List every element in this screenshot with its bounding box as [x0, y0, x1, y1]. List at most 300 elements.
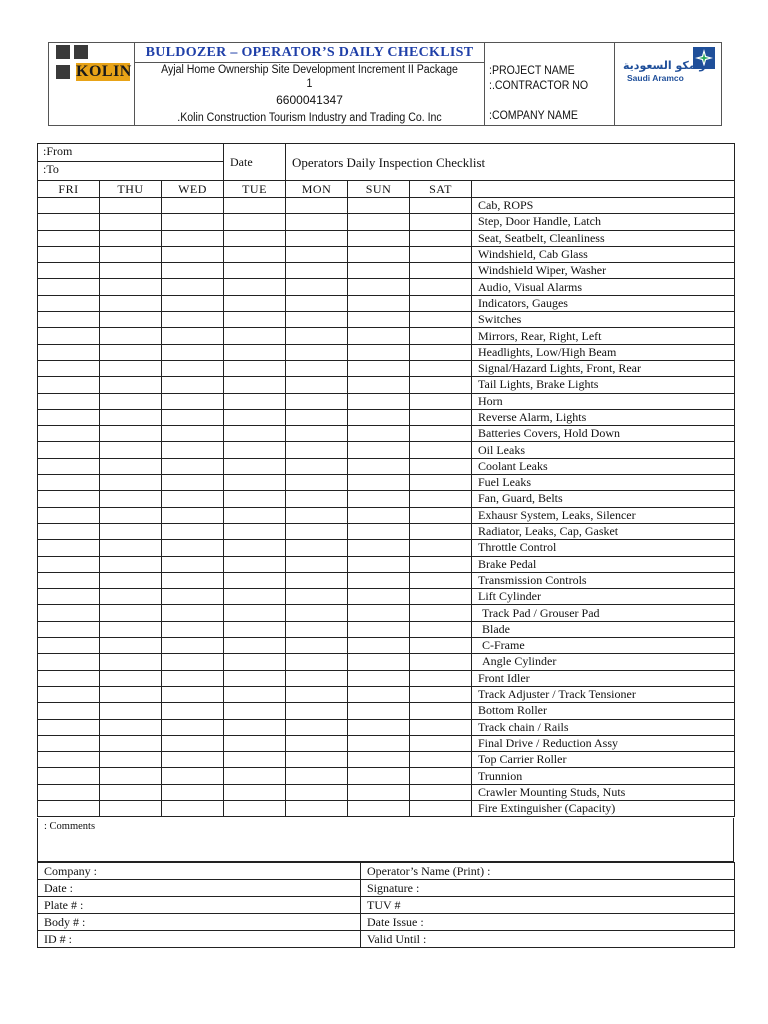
checklist-item-label: Indicators, Gauges: [472, 295, 735, 311]
footer-field-left[interactable]: Company :: [38, 863, 361, 880]
check-cell-thu[interactable]: [100, 344, 162, 360]
check-cell-sun[interactable]: [348, 426, 410, 442]
check-cell-wed[interactable]: [162, 442, 224, 458]
check-cell-wed[interactable]: [162, 589, 224, 605]
check-cell-wed[interactable]: [162, 768, 224, 784]
check-cell-tue[interactable]: [224, 800, 286, 816]
check-cell-sat[interactable]: [410, 344, 472, 360]
check-cell-sat[interactable]: [410, 752, 472, 768]
check-cell-mon[interactable]: [286, 523, 348, 539]
check-cell-wed[interactable]: [162, 540, 224, 556]
check-cell-sat[interactable]: [410, 409, 472, 425]
check-cell-thu[interactable]: [100, 279, 162, 295]
check-cell-tue[interactable]: [224, 328, 286, 344]
footer-field-right[interactable]: Signature :: [361, 880, 735, 897]
check-cell-tue[interactable]: [224, 784, 286, 800]
check-cell-wed[interactable]: [162, 230, 224, 246]
check-cell-mon[interactable]: [286, 670, 348, 686]
check-cell-sat[interactable]: [410, 442, 472, 458]
check-cell-mon[interactable]: [286, 246, 348, 262]
check-cell-fri[interactable]: [38, 312, 100, 328]
check-cell-fri[interactable]: [38, 198, 100, 214]
check-cell-fri[interactable]: [38, 475, 100, 491]
check-cell-sat[interactable]: [410, 491, 472, 507]
check-cell-tue[interactable]: [224, 279, 286, 295]
check-cell-tue[interactable]: [224, 442, 286, 458]
check-cell-wed[interactable]: [162, 295, 224, 311]
check-cell-mon[interactable]: [286, 719, 348, 735]
check-cell-thu[interactable]: [100, 572, 162, 588]
check-cell-sat[interactable]: [410, 295, 472, 311]
check-cell-sun[interactable]: [348, 572, 410, 588]
check-cell-thu[interactable]: [100, 605, 162, 621]
check-cell-sun[interactable]: [348, 377, 410, 393]
check-cell-tue[interactable]: [224, 703, 286, 719]
check-cell-sat[interactable]: [410, 263, 472, 279]
check-cell-tue[interactable]: [224, 752, 286, 768]
check-cell-tue[interactable]: [224, 198, 286, 214]
check-cell-sat[interactable]: [410, 735, 472, 751]
project-line-1: Ayjal Home Ownership Site Development Increment II Package: [161, 64, 458, 76]
check-cell-sun[interactable]: [348, 198, 410, 214]
check-cell-sat[interactable]: [410, 686, 472, 702]
check-cell-tue[interactable]: [224, 605, 286, 621]
check-cell-tue[interactable]: [224, 475, 286, 491]
check-cell-sun[interactable]: [348, 670, 410, 686]
check-cell-wed[interactable]: [162, 214, 224, 230]
check-cell-sun[interactable]: [348, 393, 410, 409]
check-cell-fri[interactable]: [38, 426, 100, 442]
check-cell-wed[interactable]: [162, 360, 224, 376]
check-cell-sun[interactable]: [348, 409, 410, 425]
check-cell-tue[interactable]: [224, 360, 286, 376]
check-cell-mon[interactable]: [286, 295, 348, 311]
check-cell-sun[interactable]: [348, 295, 410, 311]
check-cell-tue[interactable]: [224, 670, 286, 686]
check-cell-fri[interactable]: [38, 328, 100, 344]
check-cell-mon[interactable]: [286, 572, 348, 588]
check-cell-wed[interactable]: [162, 312, 224, 328]
check-cell-thu[interactable]: [100, 621, 162, 637]
check-cell-wed[interactable]: [162, 638, 224, 654]
check-cell-tue[interactable]: [224, 230, 286, 246]
check-cell-mon[interactable]: [286, 230, 348, 246]
check-cell-mon[interactable]: [286, 752, 348, 768]
check-cell-tue[interactable]: [224, 686, 286, 702]
check-cell-wed[interactable]: [162, 784, 224, 800]
check-cell-fri[interactable]: [38, 360, 100, 376]
check-cell-tue[interactable]: [224, 458, 286, 474]
check-cell-mon[interactable]: [286, 344, 348, 360]
table-row: [38, 670, 735, 686]
check-cell-tue[interactable]: [224, 295, 286, 311]
check-cell-sat[interactable]: [410, 638, 472, 654]
check-cell-wed[interactable]: [162, 719, 224, 735]
check-cell-thu[interactable]: [100, 426, 162, 442]
check-cell-fri[interactable]: [38, 670, 100, 686]
check-cell-thu[interactable]: [100, 328, 162, 344]
table-row: [38, 279, 735, 295]
footer-field-left[interactable]: ID # :: [38, 931, 361, 948]
check-cell-tue[interactable]: [224, 393, 286, 409]
check-cell-mon[interactable]: [286, 784, 348, 800]
check-cell-tue[interactable]: [224, 246, 286, 262]
check-cell-mon[interactable]: [286, 442, 348, 458]
check-cell-sat[interactable]: [410, 393, 472, 409]
date-cell[interactable]: [224, 144, 286, 181]
check-cell-mon[interactable]: [286, 279, 348, 295]
check-cell-sun[interactable]: [348, 507, 410, 523]
check-cell-sat[interactable]: [410, 523, 472, 539]
check-cell-fri[interactable]: [38, 246, 100, 262]
check-cell-fri[interactable]: [38, 621, 100, 637]
check-cell-fri[interactable]: [38, 638, 100, 654]
check-cell-sat[interactable]: [410, 312, 472, 328]
check-cell-fri[interactable]: [38, 409, 100, 425]
check-cell-mon[interactable]: [286, 768, 348, 784]
check-cell-thu[interactable]: [100, 703, 162, 719]
check-cell-sat[interactable]: [410, 328, 472, 344]
document-header: [48, 42, 722, 126]
check-cell-thu[interactable]: [100, 312, 162, 328]
check-cell-sun[interactable]: [348, 458, 410, 474]
check-cell-fri[interactable]: [38, 735, 100, 751]
check-cell-fri[interactable]: [38, 686, 100, 702]
check-cell-sun[interactable]: [348, 800, 410, 816]
footer-field-left[interactable]: Plate # :: [38, 897, 361, 914]
check-cell-tue[interactable]: [224, 523, 286, 539]
check-cell-wed[interactable]: [162, 344, 224, 360]
check-cell-thu[interactable]: [100, 752, 162, 768]
check-cell-mon[interactable]: [286, 800, 348, 816]
check-cell-mon[interactable]: [286, 409, 348, 425]
check-cell-thu[interactable]: [100, 475, 162, 491]
check-cell-sun[interactable]: [348, 605, 410, 621]
check-cell-thu[interactable]: [100, 214, 162, 230]
comments-box[interactable]: [37, 818, 734, 862]
aramco-arabic-text: ارامكو السعودية: [623, 59, 710, 72]
check-cell-sun[interactable]: [348, 475, 410, 491]
check-cell-sat[interactable]: [410, 426, 472, 442]
check-cell-wed[interactable]: [162, 621, 224, 637]
check-cell-tue[interactable]: [224, 768, 286, 784]
check-cell-sat[interactable]: [410, 621, 472, 637]
check-cell-sat[interactable]: [410, 230, 472, 246]
check-cell-mon[interactable]: [286, 621, 348, 637]
check-cell-sat[interactable]: [410, 279, 472, 295]
check-cell-wed[interactable]: [162, 198, 224, 214]
check-cell-mon[interactable]: [286, 491, 348, 507]
check-cell-wed[interactable]: [162, 654, 224, 670]
comments-label: : Comments: [44, 821, 96, 832]
check-cell-thu[interactable]: [100, 491, 162, 507]
check-cell-fri[interactable]: [38, 654, 100, 670]
check-cell-mon[interactable]: [286, 686, 348, 702]
check-cell-fri[interactable]: [38, 768, 100, 784]
check-cell-wed[interactable]: [162, 507, 224, 523]
check-cell-thu[interactable]: [100, 540, 162, 556]
check-cell-fri[interactable]: [38, 589, 100, 605]
check-cell-tue[interactable]: [224, 377, 286, 393]
check-cell-wed[interactable]: [162, 328, 224, 344]
check-cell-sun[interactable]: [348, 621, 410, 637]
check-cell-wed[interactable]: [162, 409, 224, 425]
check-cell-tue[interactable]: [224, 426, 286, 442]
check-cell-fri[interactable]: [38, 214, 100, 230]
day-header-wed: WED: [162, 181, 224, 198]
table-row: [38, 328, 735, 344]
check-cell-fri[interactable]: [38, 279, 100, 295]
check-cell-sun[interactable]: [348, 654, 410, 670]
check-cell-wed[interactable]: [162, 572, 224, 588]
check-cell-sun[interactable]: [348, 703, 410, 719]
check-cell-tue[interactable]: [224, 409, 286, 425]
check-cell-sun[interactable]: [348, 344, 410, 360]
check-cell-thu[interactable]: [100, 458, 162, 474]
footer-field-right[interactable]: Date Issue :: [361, 914, 735, 931]
check-cell-sat[interactable]: [410, 377, 472, 393]
check-cell-wed[interactable]: [162, 686, 224, 702]
check-cell-fri[interactable]: [38, 556, 100, 572]
check-cell-mon[interactable]: [286, 263, 348, 279]
check-cell-sun[interactable]: [348, 491, 410, 507]
check-cell-wed[interactable]: [162, 605, 224, 621]
check-cell-sat[interactable]: [410, 540, 472, 556]
check-cell-mon[interactable]: [286, 198, 348, 214]
check-cell-thu[interactable]: [100, 198, 162, 214]
check-cell-sun[interactable]: [348, 214, 410, 230]
check-cell-wed[interactable]: [162, 523, 224, 539]
check-cell-fri[interactable]: [38, 784, 100, 800]
check-cell-thu[interactable]: [100, 654, 162, 670]
check-cell-sat[interactable]: [410, 670, 472, 686]
check-cell-sat[interactable]: [410, 360, 472, 376]
check-cell-thu[interactable]: [100, 360, 162, 376]
check-cell-sat[interactable]: [410, 605, 472, 621]
check-cell-tue[interactable]: [224, 507, 286, 523]
check-cell-wed[interactable]: [162, 735, 224, 751]
check-cell-fri[interactable]: [38, 458, 100, 474]
check-cell-sat[interactable]: [410, 572, 472, 588]
check-cell-wed[interactable]: [162, 426, 224, 442]
check-cell-thu[interactable]: [100, 686, 162, 702]
check-cell-wed[interactable]: [162, 800, 224, 816]
check-cell-mon[interactable]: [286, 214, 348, 230]
check-cell-sat[interactable]: [410, 458, 472, 474]
check-cell-sat[interactable]: [410, 214, 472, 230]
table-row: [38, 295, 735, 311]
table-row: [38, 784, 735, 800]
check-cell-fri[interactable]: [38, 344, 100, 360]
check-cell-mon[interactable]: [286, 703, 348, 719]
check-cell-tue[interactable]: [224, 589, 286, 605]
check-cell-sat[interactable]: [410, 703, 472, 719]
table-row: [38, 572, 735, 588]
check-cell-sat[interactable]: [410, 768, 472, 784]
check-cell-thu[interactable]: [100, 523, 162, 539]
check-cell-sun[interactable]: [348, 556, 410, 572]
check-cell-tue[interactable]: [224, 540, 286, 556]
check-cell-thu[interactable]: [100, 377, 162, 393]
check-cell-wed[interactable]: [162, 475, 224, 491]
footer-field-left[interactable]: Body # :: [38, 914, 361, 931]
check-cell-thu[interactable]: [100, 507, 162, 523]
check-cell-fri[interactable]: [38, 752, 100, 768]
check-cell-fri[interactable]: [38, 572, 100, 588]
check-cell-thu[interactable]: [100, 719, 162, 735]
check-cell-sun[interactable]: [348, 246, 410, 262]
check-cell-sun[interactable]: [348, 589, 410, 605]
check-cell-sat[interactable]: [410, 719, 472, 735]
check-cell-mon[interactable]: [286, 475, 348, 491]
check-cell-wed[interactable]: [162, 279, 224, 295]
check-cell-fri[interactable]: [38, 719, 100, 735]
check-cell-sat[interactable]: [410, 475, 472, 491]
check-cell-wed[interactable]: [162, 491, 224, 507]
check-cell-mon[interactable]: [286, 589, 348, 605]
check-cell-fri[interactable]: [38, 263, 100, 279]
check-cell-tue[interactable]: [224, 556, 286, 572]
from-to-cell[interactable]: [38, 144, 224, 181]
check-cell-wed[interactable]: [162, 393, 224, 409]
check-cell-mon[interactable]: [286, 458, 348, 474]
check-cell-mon[interactable]: [286, 426, 348, 442]
check-cell-sat[interactable]: [410, 246, 472, 262]
check-cell-wed[interactable]: [162, 752, 224, 768]
check-cell-sun[interactable]: [348, 263, 410, 279]
check-cell-fri[interactable]: [38, 703, 100, 719]
footer-field-right[interactable]: Operator’s Name (Print) :: [361, 863, 735, 880]
check-cell-mon[interactable]: [286, 605, 348, 621]
check-cell-sun[interactable]: [348, 279, 410, 295]
check-cell-fri[interactable]: [38, 605, 100, 621]
check-cell-sun[interactable]: [348, 312, 410, 328]
footer-field-left[interactable]: Date :: [38, 880, 361, 897]
check-cell-tue[interactable]: [224, 572, 286, 588]
table-row: [38, 344, 735, 360]
check-cell-sun[interactable]: [348, 686, 410, 702]
check-cell-sat[interactable]: [410, 198, 472, 214]
check-cell-tue[interactable]: [224, 719, 286, 735]
check-cell-thu[interactable]: [100, 556, 162, 572]
check-cell-thu[interactable]: [100, 393, 162, 409]
check-cell-sun[interactable]: [348, 523, 410, 539]
check-cell-sat[interactable]: [410, 589, 472, 605]
check-cell-thu[interactable]: [100, 784, 162, 800]
check-cell-mon[interactable]: [286, 507, 348, 523]
check-cell-tue[interactable]: [224, 214, 286, 230]
table-row: [38, 638, 735, 654]
check-cell-tue[interactable]: [224, 654, 286, 670]
check-cell-fri[interactable]: [38, 393, 100, 409]
check-cell-tue[interactable]: [224, 491, 286, 507]
check-cell-sat[interactable]: [410, 654, 472, 670]
check-cell-thu[interactable]: [100, 800, 162, 816]
check-cell-thu[interactable]: [100, 638, 162, 654]
table-row: [38, 703, 735, 719]
check-cell-thu[interactable]: [100, 409, 162, 425]
check-cell-thu[interactable]: [100, 442, 162, 458]
check-cell-sun[interactable]: [348, 768, 410, 784]
table-row: [38, 312, 735, 328]
check-cell-mon[interactable]: [286, 328, 348, 344]
check-cell-mon[interactable]: [286, 654, 348, 670]
check-cell-sat[interactable]: [410, 556, 472, 572]
check-cell-wed[interactable]: [162, 263, 224, 279]
check-cell-wed[interactable]: [162, 703, 224, 719]
check-cell-thu[interactable]: [100, 295, 162, 311]
check-cell-fri[interactable]: [38, 442, 100, 458]
check-cell-fri[interactable]: [38, 540, 100, 556]
check-cell-sun[interactable]: [348, 784, 410, 800]
check-cell-sun[interactable]: [348, 735, 410, 751]
check-cell-mon[interactable]: [286, 393, 348, 409]
check-cell-mon[interactable]: [286, 360, 348, 376]
check-cell-wed[interactable]: [162, 670, 224, 686]
check-cell-fri[interactable]: [38, 230, 100, 246]
check-cell-tue[interactable]: [224, 621, 286, 637]
check-cell-thu[interactable]: [100, 263, 162, 279]
check-cell-sun[interactable]: [348, 442, 410, 458]
check-cell-thu[interactable]: [100, 670, 162, 686]
check-cell-sun[interactable]: [348, 360, 410, 376]
check-cell-sat[interactable]: [410, 784, 472, 800]
check-cell-sun[interactable]: [348, 752, 410, 768]
check-cell-fri[interactable]: [38, 377, 100, 393]
check-cell-tue[interactable]: [224, 638, 286, 654]
check-cell-tue[interactable]: [224, 263, 286, 279]
checklist-item-label: Audio, Visual Alarms: [472, 279, 735, 295]
check-cell-sun[interactable]: [348, 540, 410, 556]
table-row: [38, 752, 735, 768]
check-cell-fri[interactable]: [38, 491, 100, 507]
check-cell-thu[interactable]: [100, 246, 162, 262]
check-cell-wed[interactable]: [162, 246, 224, 262]
check-cell-fri[interactable]: [38, 507, 100, 523]
check-cell-tue[interactable]: [224, 344, 286, 360]
check-cell-thu[interactable]: [100, 230, 162, 246]
check-cell-fri[interactable]: [38, 295, 100, 311]
check-cell-sun[interactable]: [348, 719, 410, 735]
check-cell-thu[interactable]: [100, 768, 162, 784]
check-cell-mon[interactable]: [286, 540, 348, 556]
check-cell-sun[interactable]: [348, 638, 410, 654]
check-cell-thu[interactable]: [100, 735, 162, 751]
footer-field-right[interactable]: TUV #: [361, 897, 735, 914]
check-cell-sat[interactable]: [410, 507, 472, 523]
check-cell-mon[interactable]: [286, 556, 348, 572]
check-cell-mon[interactable]: [286, 377, 348, 393]
check-cell-sat[interactable]: [410, 800, 472, 816]
check-cell-mon[interactable]: [286, 312, 348, 328]
check-cell-wed[interactable]: [162, 458, 224, 474]
check-cell-wed[interactable]: [162, 377, 224, 393]
table-row: [38, 393, 735, 409]
check-cell-fri[interactable]: [38, 800, 100, 816]
check-cell-tue[interactable]: [224, 312, 286, 328]
check-cell-mon[interactable]: [286, 638, 348, 654]
footer-field-right[interactable]: Valid Until :: [361, 931, 735, 948]
check-cell-sun[interactable]: [348, 230, 410, 246]
check-cell-tue[interactable]: [224, 735, 286, 751]
check-cell-sun[interactable]: [348, 328, 410, 344]
check-cell-wed[interactable]: [162, 556, 224, 572]
check-cell-mon[interactable]: [286, 735, 348, 751]
check-cell-fri[interactable]: [38, 523, 100, 539]
project-name-label: :PROJECT NAME: [489, 65, 575, 77]
checklist-item-label: Radiator, Leaks, Cap, Gasket: [472, 523, 735, 539]
check-cell-thu[interactable]: [100, 589, 162, 605]
